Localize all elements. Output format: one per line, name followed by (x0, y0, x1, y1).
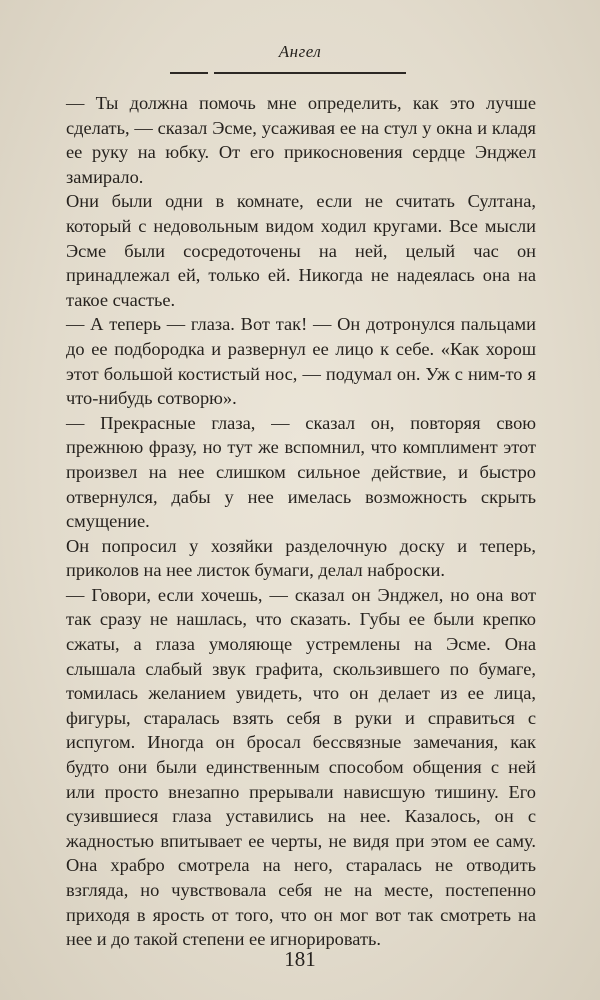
paragraph: — Прекрасные глаза, — сказал он, повторяя свою прежнюю фразу, но тут же вспомнил, что комплимент этот произвел на нее слишком сильное действие, и быстро отвернулся, дабы у нее имелась возможность скрыть смущение. (66, 412, 536, 532)
paragraph: — Говори, если хочешь, — сказал он Энджел, но она вот так сразу не нашлась, что сказать. Губы ее были крепко сжаты, а глаза умоляюще устремлены на Эсме. Она слышала слабый звук графита, скользившего по бумаге, томилась желанием увидеть, что он делает из ее лица, фигуры, старалась взять себя в руки и справиться с испугом. Иногда он бросал бессвязные замечания, как будто они были единственным способом общения с ней или просто внезапно прерывали нависшую тишину. Его сузившиеся глаза уставились на нее. Казалось, он с жадностью впитывает ее черты, не видя при этом ее саму. Она храбро смотрела на него, старалась не отводить взгляда, но чувствовала себя не на месте, постепенно приходя в ярость от того, что он мог вот так смотреть на нее и до такой степени ее игнорировать. (66, 584, 536, 950)
page-number: 181 (284, 947, 316, 971)
paragraph: — А теперь — глаза. Вот так! — Он дотронулся пальцами до ее подбородка и развернул ее лицо к себе. «Как хорош этот большой костистый нос, — подумал он. Уж с ним-то я что-нибудь сотворю». (66, 314, 536, 409)
header-rule-left (170, 72, 208, 74)
running-header: Ангел (278, 42, 322, 61)
paragraph: Они были одни в комнате, если не считать Султана, который с недовольным видом ходил кругами. Все мысли Эсме были сосредоточены на ней, целый час он принадлежал ей, только ей. Никогда не надеялась она на такое счастье. (66, 191, 536, 310)
body-text (66, 91, 536, 952)
paragraph: Он попросил у хозяйки разделочную доску и теперь, приколов на нее листок бумаги, делал наброски. (66, 535, 536, 581)
paragraph: — Ты должна помочь мне определить, как это лучше сделать, — сказал Эсме, усаживая ее на стул у окна и кладя ее руку на юбку. От его прикосновения сердце Энджел замирало. (66, 93, 536, 187)
header-rule-right (214, 72, 406, 74)
